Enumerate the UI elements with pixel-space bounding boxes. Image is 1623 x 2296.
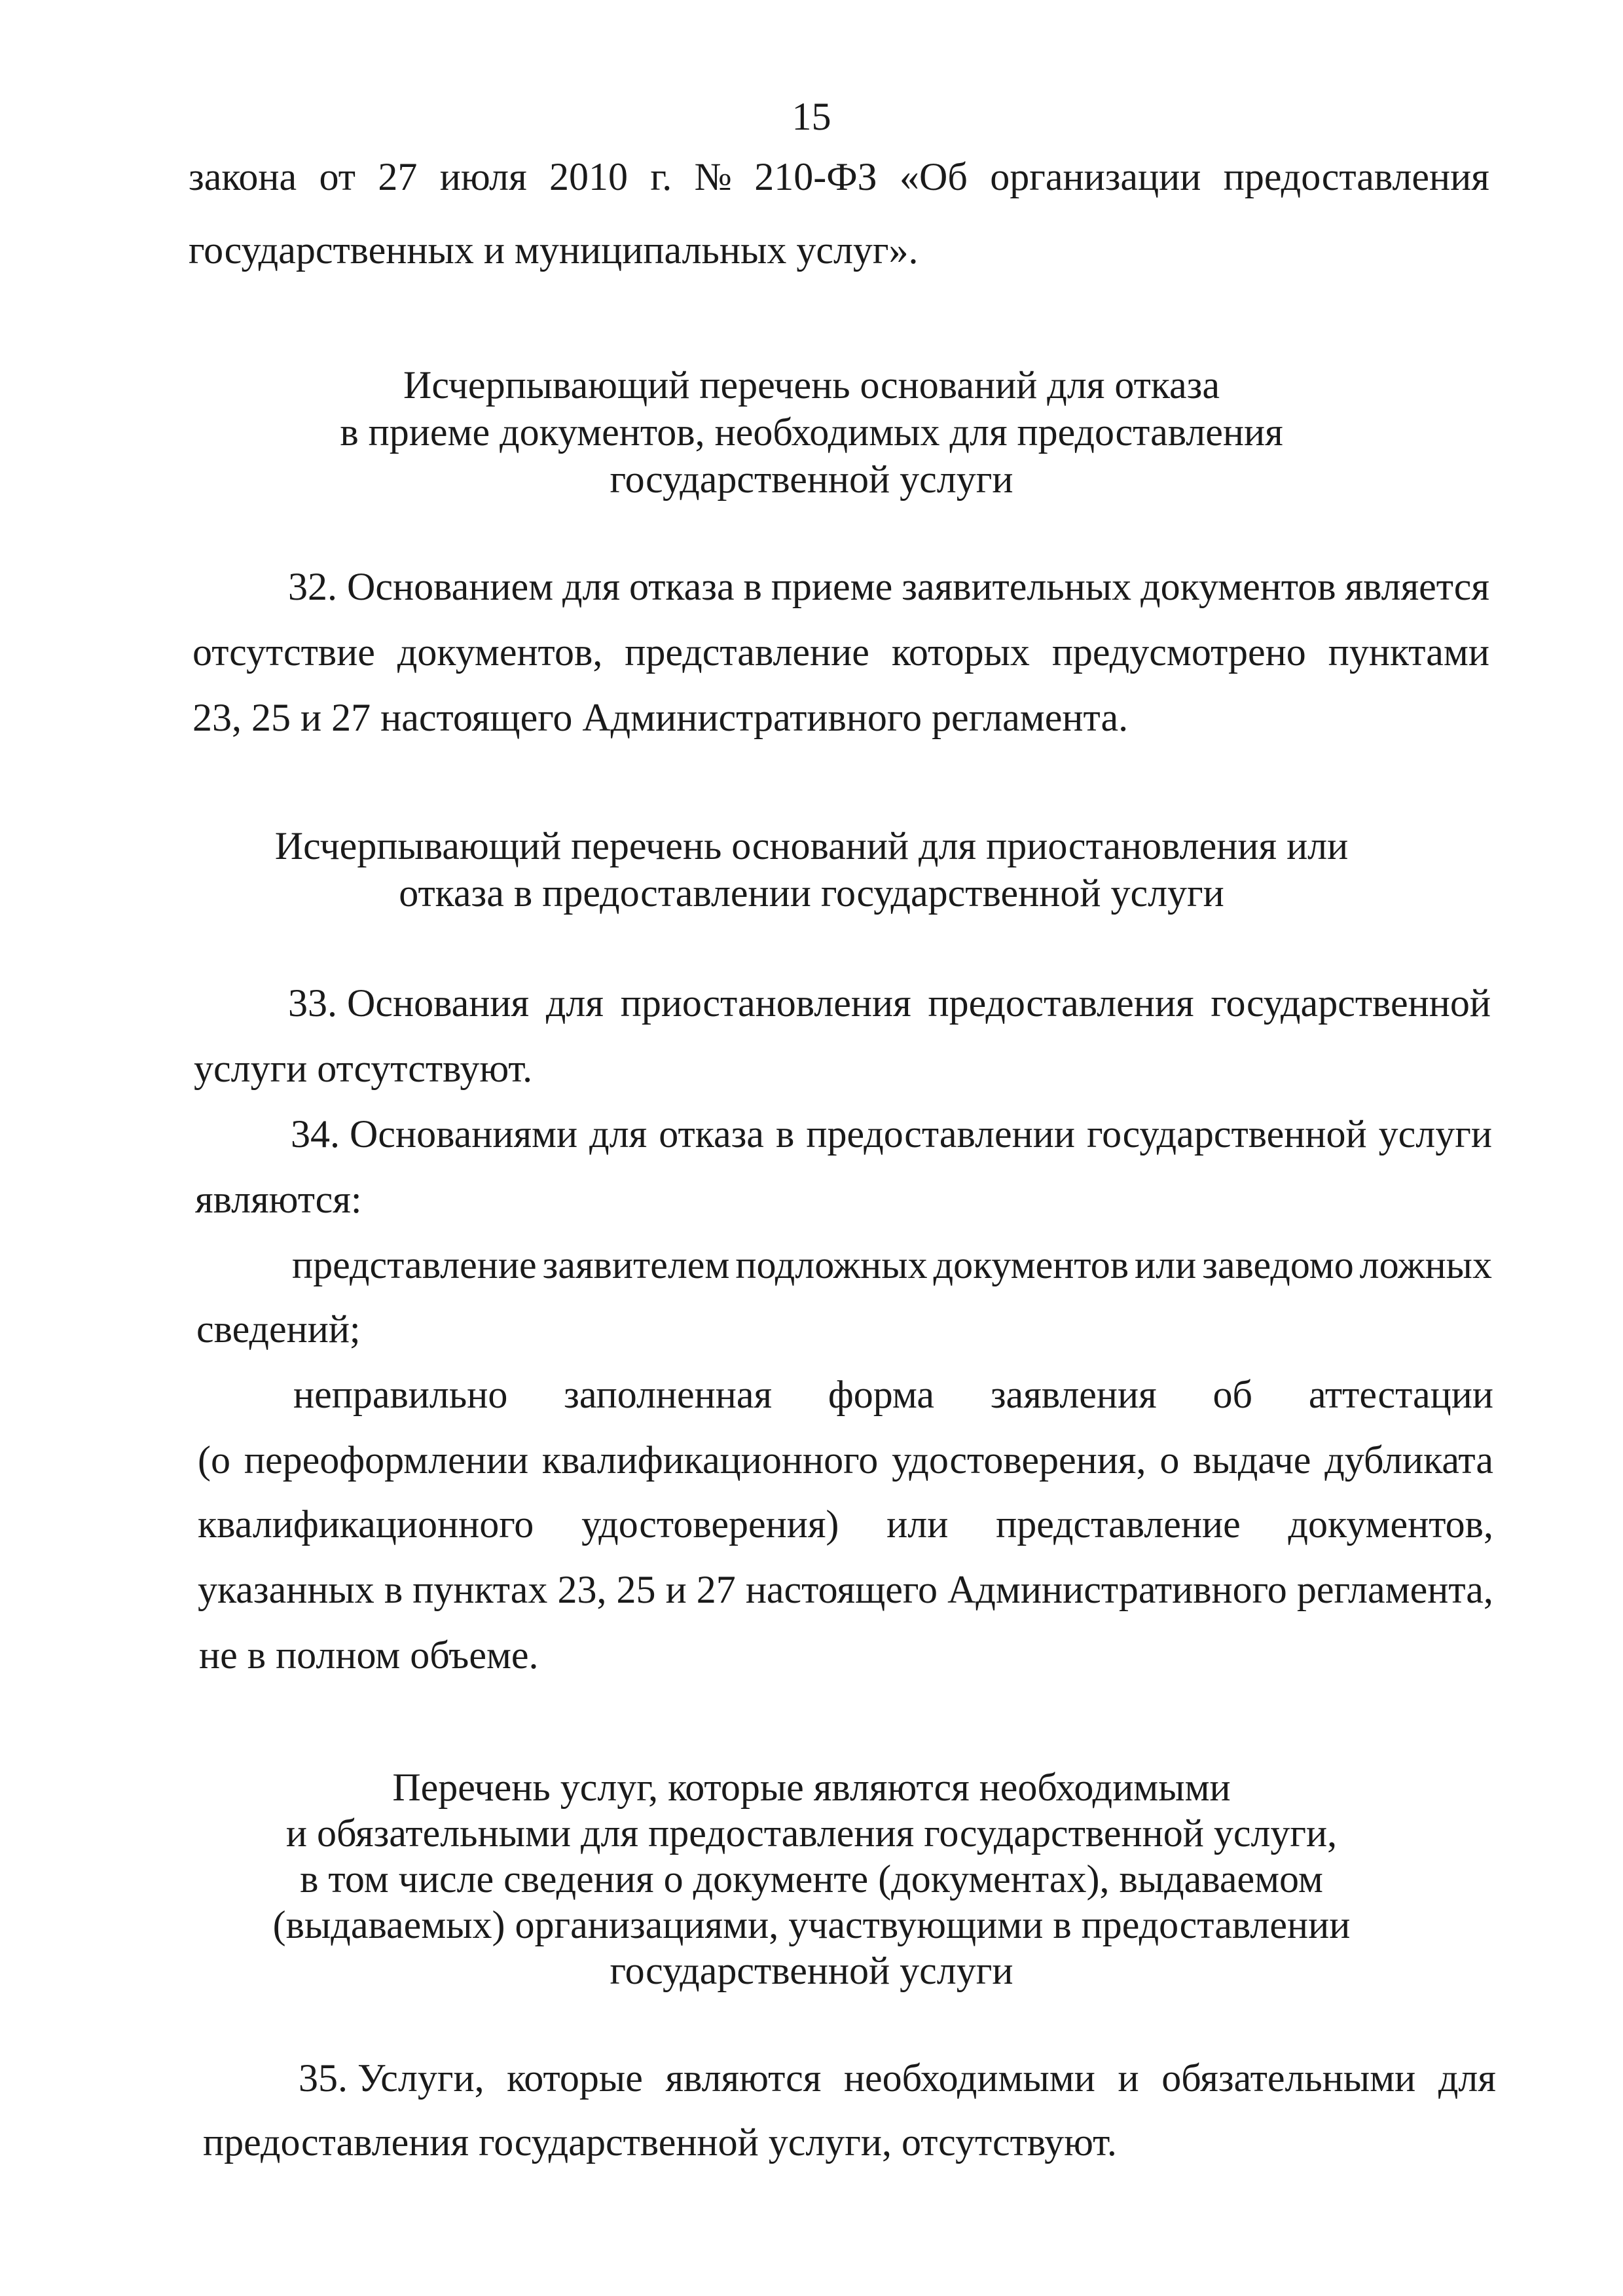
heading-required-services-4: (выдаваемых) организациями, участвующими в предоставлении	[272, 1903, 1351, 1946]
word: заявительных	[902, 565, 1132, 608]
word: пунктами	[1328, 630, 1489, 674]
word: 2010	[549, 155, 629, 198]
word: регламента,	[1296, 1568, 1493, 1611]
word: обязательными	[1161, 2056, 1416, 2100]
word: от	[319, 155, 356, 198]
word: для	[545, 981, 604, 1025]
heading-required-services-2: и обязательными для предоставления государственной услуги,	[285, 1812, 1338, 1855]
p32-line-3: 23, 25 и 27 настоящего Административного регламента.	[192, 696, 1129, 739]
word: предусмотрено	[1051, 630, 1306, 674]
word: квалификационного	[541, 1438, 879, 1482]
word: отказа	[629, 565, 735, 608]
p34b-line-5: не в полном объеме.	[199, 1633, 539, 1677]
word: 35. Услуги,	[299, 2056, 484, 2100]
word: или	[886, 1503, 949, 1546]
word: услуги	[1378, 1112, 1492, 1156]
word: неправильно	[293, 1373, 508, 1416]
p35-line-1	[299, 2058, 1496, 2098]
word: 210-ФЗ	[754, 155, 877, 198]
word: (о	[198, 1438, 230, 1482]
word: государственной	[1211, 981, 1491, 1025]
word: Административного	[947, 1568, 1287, 1611]
word: государственной	[1086, 1112, 1367, 1156]
word: отсутствие	[192, 630, 375, 674]
word: представление	[996, 1503, 1241, 1546]
word: закона	[189, 155, 297, 198]
p34a-line-2: сведений;	[196, 1307, 361, 1351]
word: г.	[650, 155, 672, 198]
word: документов,	[1288, 1503, 1493, 1546]
word: 27	[696, 1568, 736, 1611]
word: квалификационного	[198, 1503, 534, 1546]
word: переоформлении	[244, 1438, 529, 1482]
intro-line-2: государственных и муниципальных услуг».	[189, 228, 919, 272]
heading-refusal-reception-3: государственной услуги	[610, 458, 1013, 501]
word: 27	[378, 155, 418, 198]
heading-refusal-reception-2: в приеме документов, необходимых для предоставления	[340, 410, 1283, 454]
word: являются	[665, 2056, 822, 2100]
heading-suspension-refusal-1: Исчерпывающий перечень оснований для приостановления или	[274, 824, 1349, 867]
word: выдаче	[1193, 1438, 1311, 1482]
word: дубликата	[1324, 1438, 1493, 1482]
word: в	[775, 1112, 795, 1156]
word: представление	[292, 1243, 537, 1286]
p34b-line-4	[198, 1570, 1493, 1609]
p34b-line-2	[198, 1440, 1493, 1480]
word: представление	[625, 630, 869, 674]
word: документов,	[397, 630, 603, 674]
word: 25	[616, 1568, 656, 1611]
heading-required-services-5: государственной услуги	[610, 1949, 1013, 1992]
word: заведомо	[1202, 1243, 1354, 1286]
p32-line-2	[192, 632, 1489, 672]
word: удостоверения)	[581, 1503, 839, 1546]
word: аттестации	[1308, 1373, 1493, 1416]
word: организации	[990, 155, 1201, 198]
word: и	[1118, 2056, 1139, 2100]
word: подложных	[735, 1243, 928, 1286]
word: в	[384, 1568, 403, 1611]
heading-required-services-3: в том числе сведения о документе (документах), выдаваемом	[300, 1857, 1323, 1901]
word: которые	[507, 2056, 643, 2100]
word: является	[1345, 565, 1489, 608]
word: приостановления	[620, 981, 911, 1025]
word: настоящего	[745, 1568, 938, 1611]
p34b-line-3	[198, 1504, 1493, 1544]
word: предоставления	[928, 981, 1194, 1025]
word: документов	[933, 1243, 1129, 1286]
word: указанных	[198, 1568, 374, 1611]
word: или	[1135, 1243, 1197, 1286]
word: для	[589, 1112, 647, 1156]
p35-line-2: предоставления государственной услуги, отсутствуют.	[203, 2121, 1117, 2164]
p34b-line-1	[293, 1375, 1493, 1414]
page-number: 15	[792, 95, 831, 138]
heading-required-services-1: Перечень услуг, которые являются необходимыми	[392, 1766, 1231, 1809]
p32-line-1	[288, 567, 1489, 606]
heading-suspension-refusal-2: отказа в предоставлении государственной услуги	[399, 871, 1224, 915]
word: 32. Основанием	[288, 565, 554, 608]
word: документов	[1140, 565, 1336, 608]
word: удостоверения,	[892, 1438, 1146, 1482]
p33-line-2: услуги отсутствуют.	[194, 1047, 533, 1090]
p34-line-2: являются:	[195, 1178, 362, 1221]
word: заполненная	[564, 1373, 773, 1416]
p34-line-1	[291, 1114, 1492, 1154]
word: которых	[891, 630, 1030, 674]
word: «Об	[900, 155, 968, 198]
p33-line-1	[288, 983, 1491, 1023]
word: 23,	[557, 1568, 607, 1611]
word: для	[1438, 2056, 1496, 2100]
word: об	[1213, 1373, 1253, 1416]
word: о	[1159, 1438, 1180, 1482]
word: июля	[439, 155, 527, 198]
word: необходимыми	[843, 2056, 1095, 2100]
word: отказа	[659, 1112, 764, 1156]
word: заявления	[990, 1373, 1157, 1416]
word: предоставления	[1223, 155, 1489, 198]
word: для	[562, 565, 621, 608]
word: предоставлении	[806, 1112, 1075, 1156]
word: №	[694, 155, 732, 198]
word: приеме	[771, 565, 893, 608]
word: заявителем	[542, 1243, 730, 1286]
word: 34. Основаниями	[291, 1112, 578, 1156]
intro-line-1	[189, 157, 1489, 196]
word: ложных	[1359, 1243, 1492, 1286]
p34a-line-1	[292, 1245, 1492, 1285]
word: и	[665, 1568, 687, 1611]
word: 33. Основания	[288, 981, 530, 1025]
word: форма	[828, 1373, 935, 1416]
word: пунктах	[412, 1568, 548, 1611]
heading-refusal-reception-1: Исчерпывающий перечень оснований для отказа	[403, 363, 1220, 407]
word: в	[743, 565, 762, 608]
